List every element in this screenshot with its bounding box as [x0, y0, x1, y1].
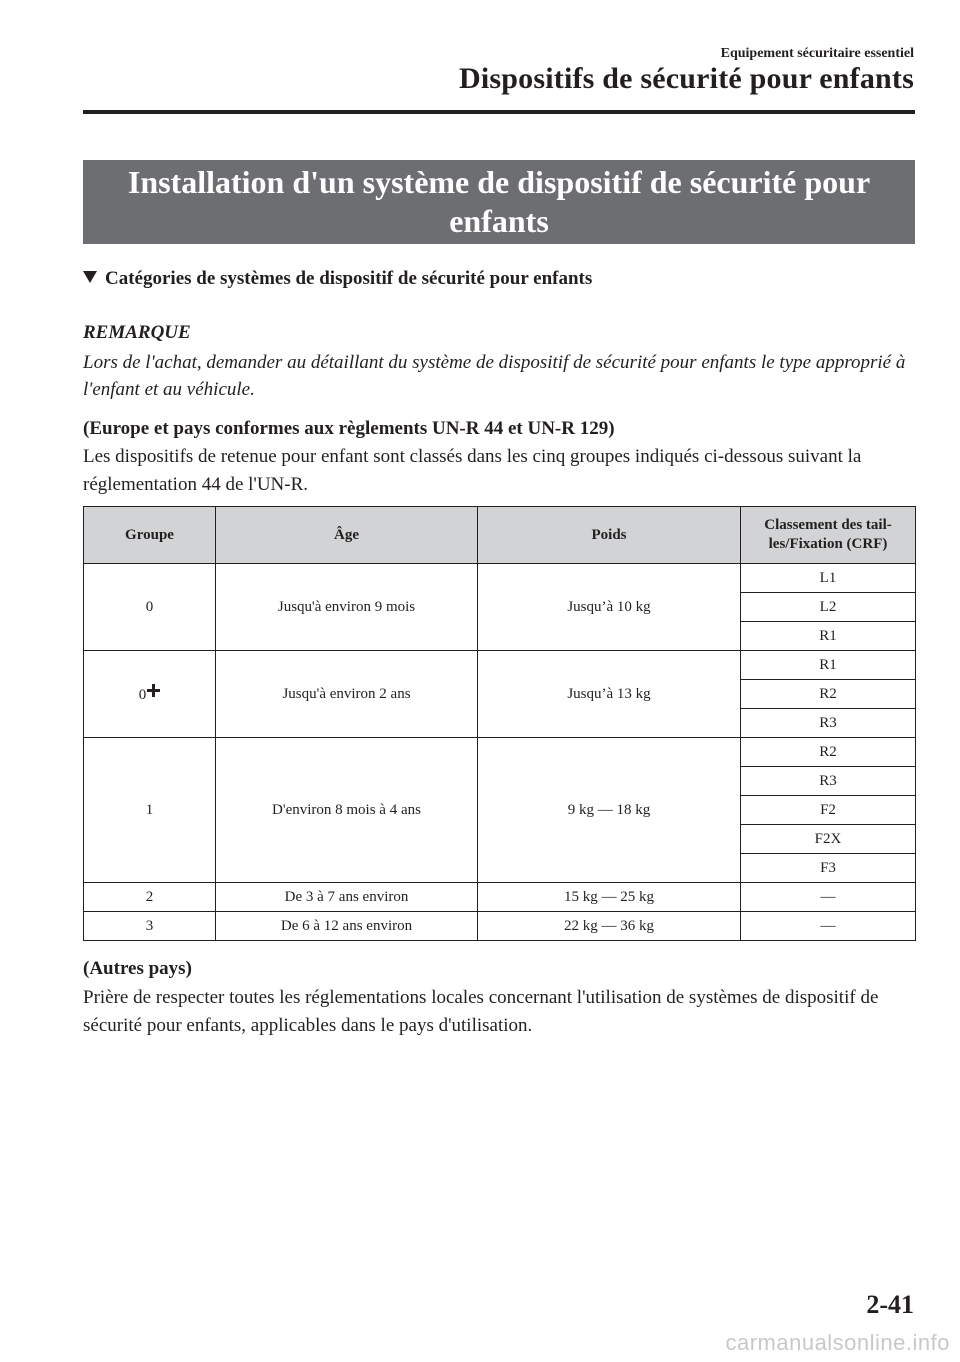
cell-classification: F3	[741, 854, 916, 883]
table-row	[84, 651, 916, 680]
triangle-down-icon	[83, 271, 97, 283]
plus-icon	[147, 684, 160, 697]
cell-weight: 15 kg ― 25 kg	[478, 883, 741, 912]
cell-classification: L2	[741, 593, 916, 622]
table-row	[84, 912, 916, 941]
group-number: 2	[145, 888, 154, 905]
header-group: Groupe	[84, 507, 216, 564]
header-age: Âge	[216, 507, 478, 564]
remark-title: REMARQUE	[83, 322, 191, 343]
cell-weight: Jusqu’à 10 kg	[478, 564, 741, 651]
group-number: 3	[145, 917, 154, 934]
cell-classification: R1	[741, 651, 916, 680]
cell-classification: R3	[741, 709, 916, 738]
cell-group	[84, 564, 216, 651]
cell-age: De 3 à 7 ans environ	[216, 883, 478, 912]
cell-group	[84, 883, 216, 912]
europe-section-text: Les dispositifs de retenue pour enfant sont classés dans les cinq groupes indiqués ci-dessous suivant la réglementation 44 de l'UN-R.	[83, 446, 862, 495]
header-chapter-title: Dispositifs de sécurité pour enfants	[459, 62, 914, 95]
header-rule	[83, 110, 915, 114]
cell-classification: R1	[741, 622, 916, 651]
page-number: 2-41	[866, 1290, 914, 1319]
watermark: carmanualsonline.info	[725, 1330, 950, 1355]
cell-weight: Jusqu’à 13 kg	[478, 651, 741, 738]
cell-classification: R2	[741, 680, 916, 709]
cell-classification: R3	[741, 767, 916, 796]
cell-group	[84, 651, 216, 738]
cell-group	[84, 912, 216, 941]
child-restraint-groups-table	[83, 506, 916, 941]
table-row	[84, 564, 916, 593]
cell-age: Jusqu'à environ 2 ans	[216, 651, 478, 738]
page-title-banner	[83, 160, 915, 244]
other-countries-text: Prière de respecter toutes les réglementations locales concernant l'utilisation de systèmes de dispositif de sécurité pour enfants, applicables dans le pays d'utilisation.	[83, 987, 879, 1036]
cell-weight: 9 kg ― 18 kg	[478, 738, 741, 883]
cell-classification: ―	[741, 883, 916, 912]
header-weight: Poids	[478, 507, 741, 564]
group-number: 1	[145, 801, 154, 818]
cell-classification: L1	[741, 564, 916, 593]
cell-classification: F2	[741, 796, 916, 825]
cell-age: D'environ 8 mois à 4 ans	[216, 738, 478, 883]
group-number: 0	[145, 598, 154, 615]
table-row	[84, 738, 916, 767]
header-classification: Classement des tail-les/Fixation (CRF)	[741, 507, 916, 564]
cell-weight: 22 kg ― 36 kg	[478, 912, 741, 941]
group-number: 0	[138, 687, 147, 703]
header-section-title: Equipement sécuritaire essentiel	[720, 46, 914, 61]
subheading-text: Catégories de systèmes de dispositif de sécurité pour enfants	[105, 268, 593, 289]
table-header-row	[84, 507, 916, 564]
cell-classification: F2X	[741, 825, 916, 854]
page-title: Installation d'un système de dispositif de sécurité pour enfants	[127, 164, 871, 239]
table-row	[84, 883, 916, 912]
cell-age: De 6 à 12 ans environ	[216, 912, 478, 941]
cell-classification: ―	[741, 912, 916, 941]
other-countries-title: (Autres pays)	[83, 958, 192, 979]
cell-age: Jusqu'à environ 9 mois	[216, 564, 478, 651]
remark-text: Lors de l'achat, demander au détaillant du système de dispositif de sécurité pour enfants le type approprié à l'enfant et au véhicule.	[83, 352, 906, 400]
table-body	[84, 564, 916, 941]
subheading	[83, 268, 592, 290]
cell-classification: R2	[741, 738, 916, 767]
cell-group	[84, 738, 216, 883]
europe-section-title: (Europe et pays conformes aux règlements UN-R 44 et UN-R 129)	[83, 418, 615, 439]
